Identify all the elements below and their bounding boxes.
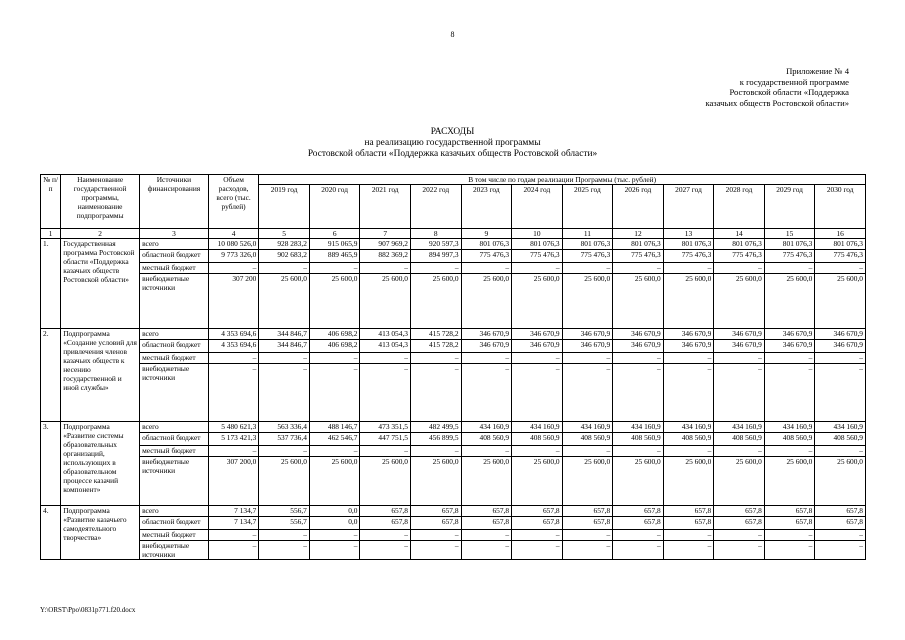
header-year: 2019 год [259, 185, 310, 229]
year-value-cell: – [764, 353, 815, 364]
year-value-cell: 801 076,3 [613, 239, 664, 250]
year-value-cell: – [663, 263, 714, 274]
program-name-cell: Подпрограмма «Создание условий для привлечения членов казачьих обществ к несению государственной и иной службы» [61, 329, 140, 422]
year-value-cell: – [714, 530, 765, 541]
year-value-cell: – [663, 353, 714, 364]
year-value-cell: – [309, 263, 360, 274]
table-row [41, 433, 866, 446]
header-row [41, 175, 866, 185]
funding-source-cell: внебюджетные источники [140, 457, 209, 506]
year-value-cell: – [815, 353, 866, 364]
appendix-line: казачьих обществ Ростовской области» [705, 97, 849, 108]
row-number-cell: 4. [41, 506, 61, 560]
year-value-cell: 488 146,7 [309, 422, 360, 433]
year-value-cell: – [410, 530, 461, 541]
year-value-cell: 920 597,3 [410, 239, 461, 250]
year-value-cell: 657,8 [663, 506, 714, 517]
document-title [0, 127, 905, 161]
year-value-cell: – [613, 446, 664, 457]
year-value-cell: – [461, 364, 512, 422]
year-value-cell: – [613, 541, 664, 560]
year-value-cell: 775 476,3 [764, 250, 815, 263]
header-year: 2025 год [562, 185, 613, 229]
year-value-cell: – [461, 263, 512, 274]
funding-source-cell: областной бюджет [140, 517, 209, 530]
year-value-cell: 408 560,9 [512, 433, 563, 446]
row-number-cell: 2. [41, 329, 61, 422]
year-value-cell: 25 600,0 [613, 457, 664, 506]
year-value-cell: 25 600,0 [663, 274, 714, 329]
table-row [41, 250, 866, 263]
year-value-cell: 556,7 [259, 517, 310, 530]
year-value-cell: 346 670,9 [562, 329, 613, 340]
funding-source-cell: местный бюджет [140, 353, 209, 364]
year-value-cell: 346 670,9 [461, 340, 512, 353]
year-value-cell: 434 160,9 [663, 422, 714, 433]
year-value-cell: 25 600,0 [512, 457, 563, 506]
header-year: 2024 год [512, 185, 563, 229]
title-line: Ростовской области «Поддержка казачьих обществ Ростовской области» [307, 149, 598, 160]
total-volume-cell: 7 134,7 [208, 506, 259, 517]
year-value-cell: – [562, 541, 613, 560]
table-row [41, 353, 866, 364]
year-value-cell: 25 600,0 [663, 457, 714, 506]
year-value-cell: 25 600,0 [461, 457, 512, 506]
year-value-cell: 657,8 [410, 517, 461, 530]
table-row [41, 263, 866, 274]
column-number-cell: 5 [259, 229, 310, 239]
year-value-cell: 456 899,5 [410, 433, 461, 446]
year-value-cell: – [663, 446, 714, 457]
year-value-cell: – [512, 263, 563, 274]
total-volume-cell: 5 173 421,3 [208, 433, 259, 446]
year-value-cell: 775 476,3 [815, 250, 866, 263]
column-number-cell: 3 [140, 229, 209, 239]
year-value-cell: 25 600,0 [764, 274, 815, 329]
year-value-cell: 447 751,5 [360, 433, 411, 446]
funding-source-cell: областной бюджет [140, 433, 209, 446]
year-value-cell: – [461, 541, 512, 560]
year-value-cell: 801 076,3 [764, 239, 815, 250]
row-number-cell: 3. [41, 422, 61, 506]
year-value-cell: 915 065,9 [309, 239, 360, 250]
year-value-cell: – [663, 530, 714, 541]
year-value-cell: – [309, 530, 360, 541]
year-value-cell: 346 670,9 [613, 340, 664, 353]
funding-source-cell: областной бюджет [140, 340, 209, 353]
appendix-line: к государственной программе [739, 76, 849, 87]
total-volume-cell: 307 200 [208, 274, 259, 329]
year-value-cell: 346 670,9 [562, 340, 613, 353]
year-value-cell: 556,7 [259, 506, 310, 517]
year-value-cell: 346 670,9 [663, 340, 714, 353]
year-value-cell: – [512, 353, 563, 364]
year-value-cell: – [259, 263, 310, 274]
year-value-cell: 25 600,0 [360, 457, 411, 506]
year-value-cell: 657,8 [562, 506, 613, 517]
year-value-cell: – [360, 263, 411, 274]
column-number-cell: 16 [815, 229, 866, 239]
year-value-cell: 657,8 [360, 506, 411, 517]
header-year: 2030 год [815, 185, 866, 229]
year-value-cell: – [613, 364, 664, 422]
year-value-cell: 413 054,3 [360, 340, 411, 353]
header-volume: Объем расходов, всего (тыс. рублей) [208, 175, 259, 229]
total-volume-cell: 5 480 621,3 [208, 422, 259, 433]
year-value-cell: 902 683,2 [259, 250, 310, 263]
year-value-cell: 25 600,0 [512, 274, 563, 329]
year-value-cell: 25 600,0 [461, 274, 512, 329]
year-value-cell: – [512, 446, 563, 457]
total-volume-cell: – [208, 541, 259, 560]
year-value-cell: 801 076,3 [815, 239, 866, 250]
year-value-cell: 657,8 [512, 506, 563, 517]
year-value-cell: 882 369,2 [360, 250, 411, 263]
table-row [41, 517, 866, 530]
year-value-cell: 25 600,0 [309, 457, 360, 506]
year-value-cell: – [815, 530, 866, 541]
year-value-cell: 406 698,2 [309, 329, 360, 340]
column-number-cell: 9 [461, 229, 512, 239]
column-number-cell: 13 [663, 229, 714, 239]
funding-source-cell: местный бюджет [140, 446, 209, 457]
year-value-cell: – [815, 541, 866, 560]
year-value-cell: 801 076,3 [663, 239, 714, 250]
year-value-cell: – [663, 541, 714, 560]
year-value-cell: 657,8 [613, 506, 664, 517]
expenses-table [40, 174, 866, 560]
year-value-cell: 801 076,3 [714, 239, 765, 250]
year-value-cell: 657,8 [360, 517, 411, 530]
appendix-block [629, 66, 849, 108]
year-value-cell: 346 670,9 [714, 340, 765, 353]
funding-source-cell: местный бюджет [140, 530, 209, 541]
funding-source-cell: местный бюджет [140, 263, 209, 274]
total-volume-cell: – [208, 530, 259, 541]
total-volume-cell: – [208, 353, 259, 364]
year-value-cell: 344 846,7 [259, 340, 310, 353]
total-volume-cell: – [208, 364, 259, 422]
table-row [41, 340, 866, 353]
header-years-group: В том числе по годам реализации Программы (тыс. рублей) [259, 175, 866, 185]
year-value-cell: – [764, 263, 815, 274]
column-number-cell: 4 [208, 229, 259, 239]
year-value-cell: 408 560,9 [764, 433, 815, 446]
header-year: 2027 год [663, 185, 714, 229]
year-value-cell: 657,8 [461, 506, 512, 517]
year-value-cell: 434 160,9 [815, 422, 866, 433]
column-number-cell: 12 [613, 229, 664, 239]
year-value-cell: 434 160,9 [512, 422, 563, 433]
year-value-cell: 408 560,9 [613, 433, 664, 446]
year-value-cell: 801 076,3 [461, 239, 512, 250]
year-value-cell: 25 600,0 [815, 457, 866, 506]
header-num: № п/п [41, 175, 61, 229]
year-value-cell: – [714, 353, 765, 364]
year-value-cell: – [309, 364, 360, 422]
year-value-cell: – [360, 541, 411, 560]
program-name-cell: Подпрограмма «Развитие казачьего самодеятельного творчества» [61, 506, 140, 560]
year-value-cell: 775 476,3 [562, 250, 613, 263]
year-value-cell: – [714, 541, 765, 560]
year-value-cell: – [410, 541, 461, 560]
year-value-cell: – [461, 353, 512, 364]
year-value-cell: 775 476,3 [461, 250, 512, 263]
year-value-cell: 894 997,3 [410, 250, 461, 263]
year-value-cell: – [714, 263, 765, 274]
year-value-cell: 25 600,0 [259, 457, 310, 506]
year-value-cell: 0,0 [309, 517, 360, 530]
year-value-cell: 346 670,9 [461, 329, 512, 340]
year-value-cell: 346 670,9 [815, 340, 866, 353]
year-value-cell: – [360, 530, 411, 541]
program-name-cell: Подпрограмма «Развитие системы образовательных организаций, использующих в образовательном процессе казачий компонент» [61, 422, 140, 506]
year-value-cell: 25 600,0 [360, 274, 411, 329]
year-value-cell: – [410, 364, 461, 422]
year-value-cell: 346 670,9 [613, 329, 664, 340]
year-value-cell: 482 499,5 [410, 422, 461, 433]
table-row [41, 329, 866, 340]
header-year: 2022 год [410, 185, 461, 229]
year-value-cell: 25 600,0 [613, 274, 664, 329]
year-value-cell: 346 670,9 [512, 340, 563, 353]
year-value-cell: 408 560,9 [714, 433, 765, 446]
year-value-cell: 434 160,9 [714, 422, 765, 433]
funding-source-cell: всего [140, 422, 209, 433]
year-value-cell: 415 728,2 [410, 340, 461, 353]
year-value-cell: 25 600,0 [714, 457, 765, 506]
year-value-cell: 25 600,0 [410, 457, 461, 506]
year-value-cell: 537 736,4 [259, 433, 310, 446]
year-value-cell: – [309, 541, 360, 560]
year-value-cell: – [613, 530, 664, 541]
header-year: 2021 год [360, 185, 411, 229]
year-value-cell: – [663, 364, 714, 422]
year-value-cell: 801 076,3 [512, 239, 563, 250]
year-value-cell: – [461, 446, 512, 457]
year-value-cell: 413 054,3 [360, 329, 411, 340]
column-number-cell: 6 [309, 229, 360, 239]
table-row [41, 422, 866, 433]
year-value-cell: 657,8 [764, 506, 815, 517]
funding-source-cell: внебюджетные источники [140, 541, 209, 560]
table-row [41, 274, 866, 329]
funding-source-cell: внебюджетные источники [140, 274, 209, 329]
year-value-cell: 657,8 [562, 517, 613, 530]
column-number-cell: 8 [410, 229, 461, 239]
column-number-cell: 2 [61, 229, 140, 239]
table-row [41, 541, 866, 560]
year-value-cell: 408 560,9 [663, 433, 714, 446]
year-value-cell: 346 670,9 [764, 340, 815, 353]
year-value-cell: 657,8 [613, 517, 664, 530]
table-row [41, 364, 866, 422]
year-value-cell: – [259, 530, 310, 541]
table-row [41, 457, 866, 506]
year-value-cell: 25 600,0 [410, 274, 461, 329]
header-year: 2028 год [714, 185, 765, 229]
year-value-cell: – [764, 530, 815, 541]
total-volume-cell: 307 200,0 [208, 457, 259, 506]
header-year: 2023 год [461, 185, 512, 229]
year-value-cell: 563 336,4 [259, 422, 310, 433]
file-path-footer: Y:\ORST\Ppo\0831p771.f20.docx [40, 606, 136, 614]
year-value-cell: 657,8 [512, 517, 563, 530]
year-value-cell: – [562, 446, 613, 457]
header-year: 2020 год [309, 185, 360, 229]
year-value-cell: 775 476,3 [512, 250, 563, 263]
year-value-cell: – [815, 446, 866, 457]
funding-source-cell: внебюджетные источники [140, 364, 209, 422]
year-value-cell: – [815, 263, 866, 274]
year-value-cell: 657,8 [410, 506, 461, 517]
year-value-cell: – [562, 364, 613, 422]
header-source: Источники финансирования [140, 175, 209, 229]
year-value-cell: 408 560,9 [461, 433, 512, 446]
header-year: 2026 год [613, 185, 664, 229]
year-value-cell: 346 670,9 [815, 329, 866, 340]
year-value-cell: – [714, 364, 765, 422]
year-value-cell: 408 560,9 [562, 433, 613, 446]
total-volume-cell: 9 773 326,0 [208, 250, 259, 263]
year-value-cell: 434 160,9 [562, 422, 613, 433]
year-value-cell: – [613, 353, 664, 364]
year-value-cell: 473 351,5 [360, 422, 411, 433]
year-value-cell: 346 670,9 [714, 329, 765, 340]
year-value-cell: – [512, 541, 563, 560]
year-value-cell: 434 160,9 [461, 422, 512, 433]
year-value-cell: 25 600,0 [562, 274, 613, 329]
year-value-cell: 657,8 [815, 506, 866, 517]
year-value-cell: 406 698,2 [309, 340, 360, 353]
year-value-cell: 657,8 [714, 517, 765, 530]
year-value-cell: 0,0 [309, 506, 360, 517]
funding-source-cell: всего [140, 329, 209, 340]
year-value-cell: 25 600,0 [815, 274, 866, 329]
year-value-cell: – [512, 364, 563, 422]
year-value-cell: – [259, 541, 310, 560]
column-number-cell: 1 [41, 229, 61, 239]
year-value-cell: – [410, 353, 461, 364]
total-volume-cell: – [208, 263, 259, 274]
year-value-cell: 928 283,2 [259, 239, 310, 250]
total-volume-cell: – [208, 446, 259, 457]
table-row [41, 506, 866, 517]
year-value-cell: – [815, 364, 866, 422]
funding-source-cell: областной бюджет [140, 250, 209, 263]
column-number-cell: 11 [562, 229, 613, 239]
year-value-cell: – [764, 541, 815, 560]
year-value-cell: 801 076,3 [562, 239, 613, 250]
year-value-cell: – [562, 530, 613, 541]
year-value-cell: 25 600,0 [764, 457, 815, 506]
year-value-cell: 415 728,2 [410, 329, 461, 340]
year-value-cell: 907 969,2 [360, 239, 411, 250]
funding-source-cell: всего [140, 239, 209, 250]
column-number-cell: 10 [512, 229, 563, 239]
appendix-line: Ростовской области «Поддержка [729, 87, 849, 97]
page-number: 8 [450, 30, 455, 39]
year-value-cell: – [562, 263, 613, 274]
year-value-cell: – [714, 446, 765, 457]
year-value-cell: 434 160,9 [764, 422, 815, 433]
year-value-cell: – [764, 364, 815, 422]
year-value-cell: – [309, 446, 360, 457]
year-value-cell: 657,8 [714, 506, 765, 517]
total-volume-cell: 7 134,7 [208, 517, 259, 530]
year-value-cell: – [764, 446, 815, 457]
year-value-cell: – [562, 353, 613, 364]
row-number-cell: 1. [41, 239, 61, 329]
year-value-cell: 775 476,3 [613, 250, 664, 263]
year-value-cell: 657,8 [764, 517, 815, 530]
year-value-cell: 25 600,0 [259, 274, 310, 329]
year-value-cell: 25 600,0 [714, 274, 765, 329]
header-name: Наименование государственной программы, наименование подпрограммы [61, 175, 140, 229]
program-name-cell: Государственная программа Ростовской области «Поддержка казачьих обществ Ростовской области» [61, 239, 140, 329]
year-value-cell: – [309, 353, 360, 364]
year-value-cell: 25 600,0 [562, 457, 613, 506]
year-value-cell: 462 546,7 [309, 433, 360, 446]
year-value-cell: – [512, 530, 563, 541]
year-value-cell: 346 670,9 [663, 329, 714, 340]
year-value-cell: – [360, 446, 411, 457]
year-value-cell: 657,8 [815, 517, 866, 530]
year-value-cell: 657,8 [461, 517, 512, 530]
title-line: на реализацию государственной программы [364, 138, 541, 149]
funding-source-cell: всего [140, 506, 209, 517]
year-value-cell: 346 670,9 [764, 329, 815, 340]
year-value-cell: 408 560,9 [815, 433, 866, 446]
year-value-cell: 434 160,9 [613, 422, 664, 433]
year-value-cell: – [259, 353, 310, 364]
column-number-cell: 14 [714, 229, 765, 239]
column-number-cell: 7 [360, 229, 411, 239]
year-value-cell: 657,8 [663, 517, 714, 530]
year-value-cell: – [360, 364, 411, 422]
year-value-cell: 25 600,0 [309, 274, 360, 329]
year-value-cell: 889 465,9 [309, 250, 360, 263]
year-value-cell: 346 670,9 [512, 329, 563, 340]
year-value-cell: 775 476,3 [663, 250, 714, 263]
appendix-line: Приложение № 4 [786, 66, 849, 76]
year-value-cell: – [259, 364, 310, 422]
year-value-cell: 344 846,7 [259, 329, 310, 340]
header-year: 2029 год [764, 185, 815, 229]
total-volume-cell: 10 080 526,0 [208, 239, 259, 250]
title-line: РАСХОДЫ [430, 127, 475, 137]
column-number-cell: 15 [764, 229, 815, 239]
year-value-cell: – [259, 446, 310, 457]
table-row [41, 446, 866, 457]
year-value-cell: 775 476,3 [714, 250, 765, 263]
table-row [41, 239, 866, 250]
year-value-cell: – [410, 263, 461, 274]
year-value-cell: – [360, 353, 411, 364]
total-volume-cell: 4 353 694,6 [208, 340, 259, 353]
table-row [41, 530, 866, 541]
year-value-cell: – [410, 446, 461, 457]
year-value-cell: – [613, 263, 664, 274]
total-volume-cell: 4 353 694,6 [208, 329, 259, 340]
year-value-cell: – [461, 530, 512, 541]
column-number-row [41, 229, 866, 239]
